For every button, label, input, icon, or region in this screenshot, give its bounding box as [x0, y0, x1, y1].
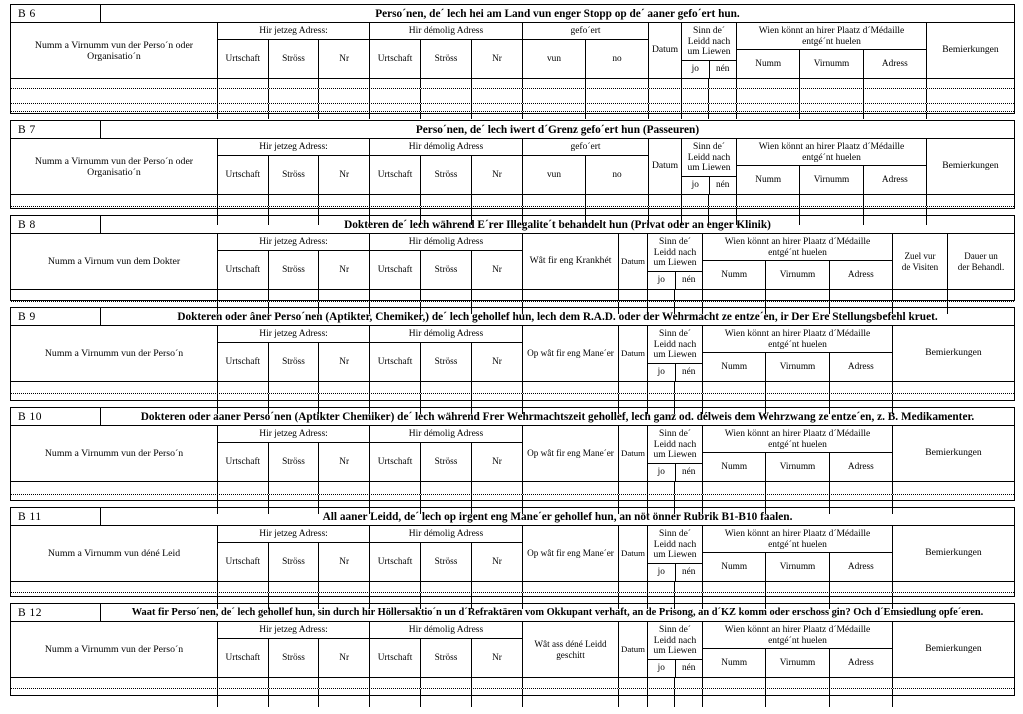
section-b12 [10, 603, 1015, 696]
header-surname: Numm [703, 261, 766, 289]
header-still-alive-label [648, 526, 702, 563]
section-code: B 8 [11, 216, 101, 233]
header-number: Nr [339, 169, 350, 180]
header-medal-recipient-label [703, 622, 892, 648]
header-still-alive [682, 23, 737, 78]
header-transported [523, 23, 649, 78]
section-title: Waat fir Perso´nen, de´ lech gehollef hun, sin durch hir Höllersaktio´n un d´Refraktären vom Okkupant verhaft, an de Prisong, an d´KZ komm oder erschoss gin? Och d´Emsiedlung opfe´eren. [131, 607, 984, 618]
header-date [619, 234, 648, 289]
header-remarks [893, 622, 1014, 677]
header-remarks-label: Bemierkungen [925, 347, 982, 359]
header-remarks [893, 426, 1014, 481]
header-number: Nr [339, 53, 350, 64]
header-remarks-label: Bemierkungen [925, 447, 982, 459]
header-medal-recipient-label [703, 234, 892, 260]
line3: um Liewen [653, 450, 697, 461]
header-former-address [370, 326, 523, 381]
line2: Leidd nach [687, 152, 731, 163]
header-medal-recipient-label [703, 526, 892, 552]
line1: Sinn de´ [659, 429, 691, 439]
header-current-address-label: Hir jetzeg Adress: [259, 237, 328, 247]
header-still-alive [648, 426, 703, 481]
table-row[interactable] [11, 482, 1014, 495]
header-still-alive-label [682, 139, 736, 176]
line1: Wien könnt an hirer Plaatz d´Médaille [758, 26, 905, 36]
line2: Leidd nach [653, 339, 697, 350]
header-locality: Urtschaft [370, 251, 421, 289]
line1: Sinn de´ [659, 529, 691, 539]
section-title: Dokteren oder aaner Perso´nen (Aptikter Chemiker) de´ lech während Frer Wehrmachtszeit gehollef, lech ganz od. délweis dem Wehrzwang ze entze´en, z. B. Medikamenter. [140, 410, 975, 423]
header-medal-recipient-label [703, 426, 892, 452]
line2: Leidd nach [653, 439, 697, 450]
header-locality: Urtschaft [370, 343, 421, 381]
header-transported-to: no [612, 169, 622, 180]
header-treatment-duration-label [948, 234, 1014, 289]
header-number: Nr [339, 652, 350, 663]
header-former-address-label: Hir démolig Adress [408, 625, 484, 635]
header-manner-of-help [523, 326, 619, 381]
header-yes: jo [682, 61, 710, 78]
header-medal-recipient [703, 526, 893, 581]
data-rows [11, 678, 1014, 707]
header-medal-recipient [737, 139, 927, 194]
header-still-alive-label [648, 326, 702, 363]
header-surname: Numm [703, 553, 766, 581]
header-remarks-label: Bemierkungen [925, 547, 982, 559]
header-current-address-label: Hir jetzeg Adress: [259, 26, 328, 36]
header-manner-of-help [523, 526, 619, 581]
data-rows [11, 79, 1014, 119]
header-firstname: Virnumm [766, 453, 829, 481]
header-still-alive [648, 526, 703, 581]
header-name-column: Numm a Virnumm vun der Perso´n [11, 326, 218, 381]
header-locality: Urtschaft [218, 343, 269, 381]
header-medal-recipient [703, 234, 893, 289]
column-headers [11, 622, 1014, 678]
line2: entgé´nt huelen [768, 539, 827, 550]
line2: Leidd nach [653, 635, 697, 646]
header-firstname: Virnumm [766, 353, 829, 381]
line1: Sinn de´ [693, 26, 725, 36]
header-current-address [218, 426, 370, 481]
header-firstname: Virnumm [766, 261, 829, 289]
line1: Sinn de´ [693, 142, 725, 152]
section-b7 [10, 120, 1015, 209]
header-address: Adress [881, 175, 908, 186]
header-current-address [218, 622, 370, 677]
header-address: Adress [881, 59, 908, 70]
header-street: Ströss [269, 639, 320, 677]
header-former-address [370, 23, 523, 78]
header-address: Adress [847, 658, 874, 669]
header-former-address [370, 526, 523, 581]
section-title-row [11, 604, 1014, 622]
header-still-alive [648, 622, 703, 677]
line2: Leidd nach [653, 539, 697, 550]
header-current-address-label: Hir jetzeg Adress: [259, 142, 328, 152]
header-medal-recipient [737, 23, 927, 78]
header-transported [523, 139, 649, 194]
header-still-alive [648, 234, 703, 289]
header-number: Nr [339, 264, 350, 275]
header-date-label: Datum [621, 347, 645, 358]
header-date [649, 139, 682, 194]
section-b10 [10, 407, 1015, 501]
line3: um Liewen [687, 47, 731, 58]
section-code: B 10 [11, 408, 101, 425]
column-headers [11, 326, 1014, 382]
header-remarks [927, 23, 1014, 78]
column-headers [11, 526, 1014, 582]
section-title: All aaner Leidd, de´ lech op irgent eng Mane´er gehollef hun, an nöt önner Rubrik B1-B10 faalen. [322, 510, 793, 523]
header-former-address-label: Hir démolig Adress [408, 26, 484, 36]
header-date-label: Datum [621, 447, 645, 458]
header-former-address-label: Hir démolig Adress [408, 329, 484, 339]
line2: entgé´nt huelen [768, 339, 827, 350]
header-name-column: Numm a Virnumm vun der Perso´n [11, 622, 218, 677]
header-number: Nr [492, 356, 502, 367]
header-street: Ströss [421, 251, 472, 289]
header-remarks [927, 139, 1014, 194]
header-remarks [893, 326, 1014, 381]
header-number: Nr [339, 356, 350, 367]
header-date [649, 23, 682, 78]
header-manner-of-help-label: Op wât fir eng Mane´er [527, 348, 614, 359]
header-date [619, 622, 648, 677]
header-street: Ströss [421, 40, 472, 78]
header-locality: Urtschaft [370, 156, 421, 194]
header-former-address [370, 139, 523, 194]
column-headers [11, 23, 1014, 79]
header-what-happened-label [523, 622, 618, 677]
header-current-address [218, 234, 370, 289]
header-medal-recipient-label [703, 326, 892, 352]
header-date-label: Datum [621, 643, 645, 654]
header-name-column: Numm a Virnumm vun déné Leid [11, 526, 218, 581]
line1: Zuel vur [904, 251, 936, 262]
header-number: Nr [492, 652, 502, 663]
header-number: Nr [339, 556, 350, 567]
header-yes: jo [648, 364, 676, 381]
header-no: nén [716, 64, 730, 75]
line1: Wien könnt an hirer Plaatz d´Médaille [724, 237, 871, 247]
line1: Wien könnt an hirer Plaatz d´Médaille [758, 142, 905, 152]
line3: um Liewen [653, 646, 697, 657]
header-yes: jo [648, 464, 676, 481]
header-number: Nr [492, 169, 502, 180]
header-locality: Urtschaft [370, 40, 421, 78]
header-no: nén [682, 567, 696, 578]
header-firstname: Virnumm [800, 166, 863, 194]
header-current-address-label: Hir jetzeg Adress: [259, 625, 328, 635]
header-no: nén [682, 663, 696, 674]
line3: um Liewen [653, 550, 697, 561]
header-illness [523, 234, 619, 289]
header-date-label: Datum [651, 160, 679, 172]
header-still-alive-label [682, 23, 736, 60]
header-locality: Urtschaft [370, 639, 421, 677]
header-street: Ströss [269, 343, 320, 381]
header-former-address [370, 622, 523, 677]
header-address: Adress [847, 270, 874, 281]
header-no: nén [682, 275, 696, 286]
header-date-label: Datum [621, 547, 645, 558]
line2: entgé´nt huelen [802, 152, 861, 163]
section-b11 [10, 507, 1015, 597]
section-code: B 12 [11, 604, 101, 621]
header-number: Nr [492, 264, 502, 275]
header-transported-to: no [612, 53, 622, 64]
header-remarks [893, 526, 1014, 581]
header-street: Ströss [421, 443, 472, 481]
section-title-row [11, 408, 1014, 426]
header-locality: Urtschaft [370, 543, 421, 581]
line2: Leidd nach [653, 247, 697, 258]
section-title: Perso´nen, de´ lech hei am Land vun enger Stopp op de´ aaner gefo´ert hun. [375, 7, 740, 20]
line1: Wien könnt an hirer Plaatz d´Médaille [724, 429, 871, 439]
section-title-row [11, 5, 1014, 23]
line1: Sinn de´ [659, 329, 691, 339]
header-street: Ströss [269, 251, 320, 289]
header-name-column: Numm a Virnum vun dem Dokter [11, 234, 218, 289]
header-transported-from: vun [523, 156, 586, 194]
header-number: Nr [339, 456, 350, 467]
header-street: Ströss [421, 343, 472, 381]
line2: entgé´nt huelen [768, 635, 827, 646]
table-row[interactable] [11, 79, 1014, 89]
table-row[interactable] [11, 195, 1014, 207]
header-address: Adress [847, 562, 874, 573]
header-yes: jo [648, 564, 676, 581]
header-visit-count-label [893, 234, 947, 289]
table-row[interactable] [11, 382, 1014, 394]
line2: entgé´nt huelen [768, 247, 827, 258]
section-code: B 9 [11, 308, 101, 325]
line1: Sinn de´ [659, 625, 691, 635]
header-treatment-duration [948, 234, 1014, 289]
header-number: Nr [492, 556, 502, 567]
section-title-row [11, 308, 1014, 326]
column-headers [11, 139, 1014, 195]
line3: um Liewen [653, 350, 697, 361]
section-code: B 6 [11, 5, 101, 22]
header-yes: jo [648, 272, 676, 289]
header-street: Ströss [421, 639, 472, 677]
section-title-row [11, 508, 1014, 526]
header-date [619, 326, 648, 381]
header-former-address [370, 426, 523, 481]
column-headers [11, 426, 1014, 482]
header-medal-recipient [703, 426, 893, 481]
header-current-address-label: Hir jetzeg Adress: [259, 329, 328, 339]
header-current-address [218, 526, 370, 581]
header-what-happened [523, 622, 619, 677]
header-street: Ströss [269, 40, 320, 78]
line2: entgé´nt huelen [802, 36, 861, 47]
header-surname: Numm [703, 453, 766, 481]
line2: entgé´nt huelen [768, 439, 827, 450]
line1: Wien könnt an hirer Plaatz d´Médaille [724, 329, 871, 339]
header-remarks-label: Bemierkungen [942, 44, 999, 56]
header-manner-of-help-label: Op wât fir eng Mane´er [527, 548, 614, 559]
section-b9 [10, 307, 1015, 401]
header-current-address-label: Hir jetzeg Adress: [259, 529, 328, 539]
header-locality: Urtschaft [370, 443, 421, 481]
line1: Wien könnt an hirer Plaatz d´Médaille [724, 529, 871, 539]
line1: Sinn de´ [659, 237, 691, 247]
header-former-address [370, 234, 523, 289]
header-locality: Urtschaft [218, 40, 269, 78]
header-name-column: Numm a Virnumm vun der Perso´n oder Organisatio´n [11, 139, 218, 194]
line1: Dauer un [964, 251, 998, 262]
table-row[interactable] [11, 689, 1014, 707]
header-street: Ströss [269, 543, 320, 581]
header-former-address-label: Hir démolig Adress [408, 237, 484, 247]
header-former-address-label: Hir démolig Adress [408, 429, 484, 439]
section-title: Dokteren oder âner Perso´nen (Aptikter, Chemiker,) de´ lech gehollef hun, lech dem R.A.D. oder der Wehrmacht ze entze´en, ir Der Ere Stellungsbefehl kruet. [177, 310, 938, 323]
header-current-address [218, 326, 370, 381]
header-remarks-label: Bemierkungen [942, 160, 999, 172]
header-surname: Numm [737, 50, 800, 78]
header-transported-label: gefo´ert [570, 26, 601, 36]
header-no: nén [682, 367, 696, 378]
table-row[interactable] [11, 112, 1014, 119]
line1: Wât ass déné Leidd [534, 639, 607, 650]
header-locality: Urtschaft [218, 639, 269, 677]
header-name-column: Numm a Virnumm vun der Perso´n [11, 426, 218, 481]
table-row[interactable] [11, 89, 1014, 104]
section-b8 [10, 215, 1015, 301]
header-still-alive-label [648, 426, 702, 463]
header-street: Ströss [421, 156, 472, 194]
header-date-label: Datum [621, 255, 645, 266]
header-medal-recipient [703, 326, 893, 381]
section-title-row [11, 216, 1014, 234]
header-former-address-label: Hir démolig Adress [408, 529, 484, 539]
header-visit-count [893, 234, 948, 289]
table-row[interactable] [11, 582, 1014, 593]
header-manner-of-help-label: Op wât fir eng Mane´er [527, 448, 614, 459]
header-still-alive-label [648, 234, 702, 271]
header-firstname: Virnumm [766, 649, 829, 677]
header-transported-label: gefo´ert [570, 142, 601, 152]
section-title: Dokteren de´ lech während E´rer Illegalite´t behandelt hun (Privat oder an enger Klinik) [344, 218, 771, 231]
header-locality: Urtschaft [218, 156, 269, 194]
line2: Leidd nach [687, 36, 731, 47]
line2: de Visiten [901, 261, 939, 272]
header-transported-from: vun [523, 40, 586, 78]
header-firstname: Virnumm [800, 50, 863, 78]
section-code: B 11 [11, 508, 101, 525]
header-locality: Urtschaft [218, 543, 269, 581]
table-row[interactable] [11, 104, 1014, 112]
header-medal-recipient [703, 622, 893, 677]
header-current-address-label: Hir jetzeg Adress: [259, 429, 328, 439]
header-former-address-label: Hir démolig Adress [408, 142, 484, 152]
line1: Wien könnt an hirer Plaatz d´Médaille [724, 625, 871, 635]
section-title: Perso´nen, de´ lech iwert d´Grenz gefo´ert hun (Passeuren) [415, 123, 700, 136]
header-still-alive-label [648, 622, 702, 659]
header-date [619, 526, 648, 581]
header-locality: Urtschaft [218, 443, 269, 481]
line2: geschitt [556, 649, 585, 660]
header-manner-of-help [523, 426, 619, 481]
header-number: Nr [492, 53, 502, 64]
header-locality: Urtschaft [218, 251, 269, 289]
header-medal-recipient-label [737, 23, 926, 49]
table-row[interactable] [11, 678, 1014, 689]
header-no: nén [682, 467, 696, 478]
header-name-column: Numm a Virnumm vun der Perso´n oder Organisatio´n [11, 23, 218, 78]
line3: um Liewen [687, 163, 731, 174]
header-street: Ströss [269, 443, 320, 481]
header-address: Adress [847, 462, 874, 473]
header-firstname: Virnumm [766, 553, 829, 581]
header-street: Ströss [421, 543, 472, 581]
column-headers [11, 234, 1014, 290]
header-medal-recipient-label [737, 139, 926, 165]
header-no: nén [716, 180, 730, 191]
header-street: Ströss [269, 156, 320, 194]
line2: der Behandl. [957, 261, 1005, 272]
header-yes: jo [682, 177, 710, 194]
line3: um Liewen [653, 258, 697, 269]
header-illness-label: Wât fir eng Krankhét [529, 255, 612, 267]
header-yes: jo [648, 660, 676, 677]
section-b6 [10, 4, 1015, 114]
header-address: Adress [847, 362, 874, 373]
header-date [619, 426, 648, 481]
section-code: B 7 [11, 121, 101, 138]
header-current-address [218, 23, 370, 78]
header-surname: Numm [703, 353, 766, 381]
header-number: Nr [492, 456, 502, 467]
header-current-address [218, 139, 370, 194]
header-surname: Numm [737, 166, 800, 194]
table-row[interactable] [11, 290, 1014, 302]
header-still-alive [648, 326, 703, 381]
header-date-label: Datum [651, 44, 679, 56]
section-title-row [11, 121, 1014, 139]
header-surname: Numm [703, 649, 766, 677]
header-still-alive [682, 139, 737, 194]
header-remarks-label: Bemierkungen [925, 643, 982, 655]
